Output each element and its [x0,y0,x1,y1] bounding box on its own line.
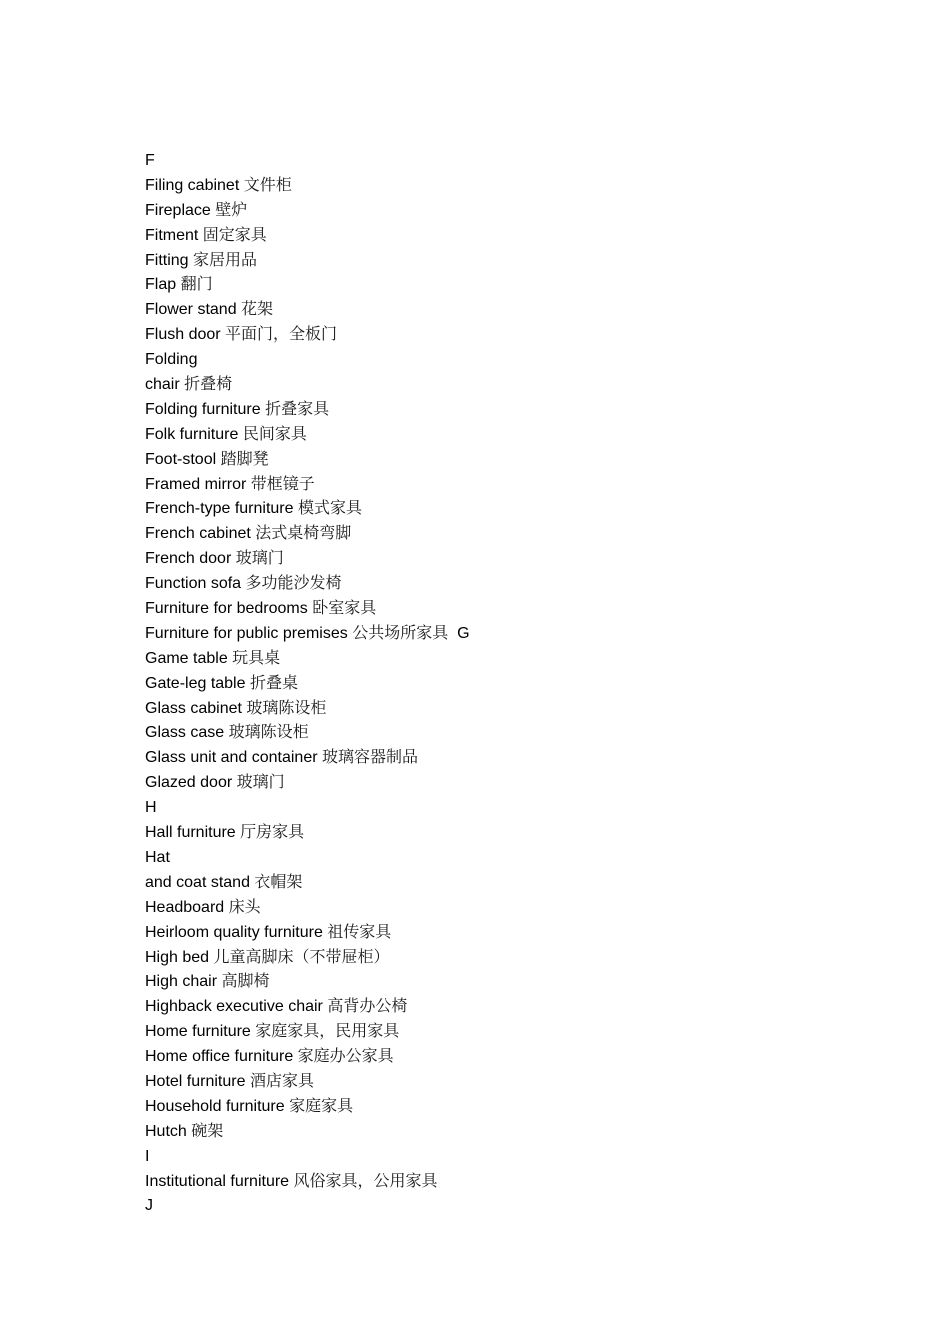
english-term: Framed mirror [145,475,251,493]
glossary-entry [145,671,905,696]
english-term: I [145,1147,150,1165]
english-term: Hall furniture [145,824,241,842]
english-term: Filing cabinet [145,176,244,194]
english-term: French door [145,550,236,568]
glossary-entry [145,571,905,596]
chinese-translation: 玩具桌 [232,647,281,667]
glossary-entry [145,198,905,223]
chinese-translation: 碗架 [191,1120,224,1140]
glossary-entry [145,223,905,248]
chinese-translation: 折叠桌 [249,672,298,692]
glossary-entry [145,770,905,795]
chinese-translation: 多功能沙发椅 [245,573,342,593]
english-term: Home furniture [145,1023,256,1041]
chinese-translation: 壁炉 [215,199,248,219]
chinese-translation: 卧室家具 [312,598,377,618]
chinese-translation: 家庭办公家具 [297,1046,394,1066]
glossary-entry [145,646,905,671]
english-term: Flower stand [145,301,242,319]
chinese-translation: 风俗家具，公用家具 [293,1170,438,1190]
glossary-entry [145,1169,905,1194]
glossary-entry [145,173,905,198]
glossary-entry [145,845,905,870]
english-term: High chair [145,973,222,991]
english-term: French cabinet [145,525,256,543]
chinese-translation: 祖传家具 [327,921,392,941]
chinese-translation: 厅房家具 [240,822,305,842]
chinese-translation: 模式家具 [297,498,362,518]
english-term: Hotel furniture [145,1072,250,1090]
english-term: Fireplace [145,201,216,219]
english-term: Household furniture [145,1097,290,1115]
glossary-entry [145,621,905,646]
chinese-translation: 家庭家具，民用家具 [255,1021,400,1041]
glossary-entry [145,596,905,621]
chinese-translation: 玻璃陈设柜 [246,697,327,717]
english-term: Furniture for bedrooms [145,600,313,618]
glossary-entry [145,1069,905,1094]
chinese-translation: 床头 [228,896,261,916]
chinese-translation: 民间家具 [242,423,307,443]
english-term: Function sofa [145,575,246,593]
chinese-translation: 玻璃门 [235,548,284,568]
english-term: Furniture for public premises [145,624,353,642]
glossary-entry [145,1193,905,1218]
chinese-translation: 玻璃门 [236,772,285,792]
english-term: Folk furniture [145,425,243,443]
chinese-translation: 折叠椅 [184,374,233,394]
glossary-entry [145,521,905,546]
glossary-entry [145,920,905,945]
glossary-entry [145,546,905,571]
glossary-entry [145,1044,905,1069]
english-term: Heirloom quality furniture [145,923,328,941]
english-term: Hutch [145,1122,192,1140]
chinese-translation: 翻门 [180,274,213,294]
chinese-translation: 文件柜 [243,174,292,194]
glossary-entry [145,1094,905,1119]
glossary-entry [145,248,905,273]
glossary-entry [145,472,905,497]
glossary-entry [145,994,905,1019]
english-term: and coat stand [145,873,255,891]
english-term: High bed [145,948,214,966]
chinese-translation: 高脚椅 [221,971,270,991]
chinese-translation: 公共场所家具 [352,622,449,642]
english-term: Glass case [145,724,229,742]
chinese-translation: 平面门，全板门 [225,324,338,344]
glossary-entry [145,397,905,422]
english-term: F [145,152,155,169]
glossary-entry [145,820,905,845]
glossary-entry [145,795,905,820]
chinese-translation: 衣帽架 [254,871,303,891]
english-term: Fitting [145,251,194,269]
glossary-entry [145,422,905,447]
chinese-translation: 固定家具 [202,224,267,244]
chinese-translation: 酒店家具 [249,1070,314,1090]
chinese-translation: 带框镜子 [250,473,315,493]
glossary-entry [145,496,905,521]
english-term: Game table [145,649,233,667]
english-term: chair [145,376,185,394]
chinese-translation: 高背办公椅 [327,996,408,1016]
chinese-translation: 折叠家具 [265,398,330,418]
glossary-entry [145,945,905,970]
english-term: Headboard [145,898,229,916]
chinese-translation: 家庭家具 [289,1095,354,1115]
english-term: Highback executive chair [145,998,328,1016]
english-term: Glass unit and container [145,749,322,767]
english-term: French-type furniture [145,500,298,518]
glossary-entry [145,720,905,745]
chinese-translation: 法式桌椅弯脚 [255,523,352,543]
glossary-entry [145,895,905,920]
glossary-entry [145,272,905,297]
glossary-entry [145,447,905,472]
glossary-entry [145,870,905,895]
english-term: Glass cabinet [145,699,247,717]
glossary-entry [145,1144,905,1169]
english-term: Home office furniture [145,1048,298,1066]
chinese-translation: 儿童高脚床（不带屉柜） [213,946,390,966]
english-term: Institutional furniture [145,1172,294,1190]
chinese-translation: 踏脚凳 [220,448,269,468]
glossary-entry [145,372,905,397]
english-term: Folding [145,351,198,369]
glossary-entry [145,1119,905,1144]
english-term: Glazed door [145,774,237,792]
glossary-entry [145,347,905,372]
english-term: J [145,1197,153,1215]
glossary-entry [145,745,905,770]
glossary-entry [145,297,905,322]
english-term: Flap [145,276,181,294]
english-term: Flush door [145,326,226,344]
english-term: Fitment [145,226,203,244]
english-term: Gate-leg table [145,674,250,692]
glossary-entry [145,696,905,721]
chinese-translation: 玻璃陈设柜 [228,722,309,742]
english-term: H [145,799,157,817]
glossary-entry [145,322,905,347]
chinese-translation: 玻璃容器制品 [322,747,419,767]
english-term: Foot-stool [145,450,221,468]
glossary-page [145,148,905,1218]
chinese-translation: 家居用品 [193,249,258,269]
section-letter: G [448,624,470,642]
english-term: Folding furniture [145,400,266,418]
glossary-entry [145,148,905,173]
english-term: Hat [145,848,170,866]
glossary-entry [145,1019,905,1044]
chinese-translation: 花架 [241,299,274,319]
glossary-entry [145,969,905,994]
